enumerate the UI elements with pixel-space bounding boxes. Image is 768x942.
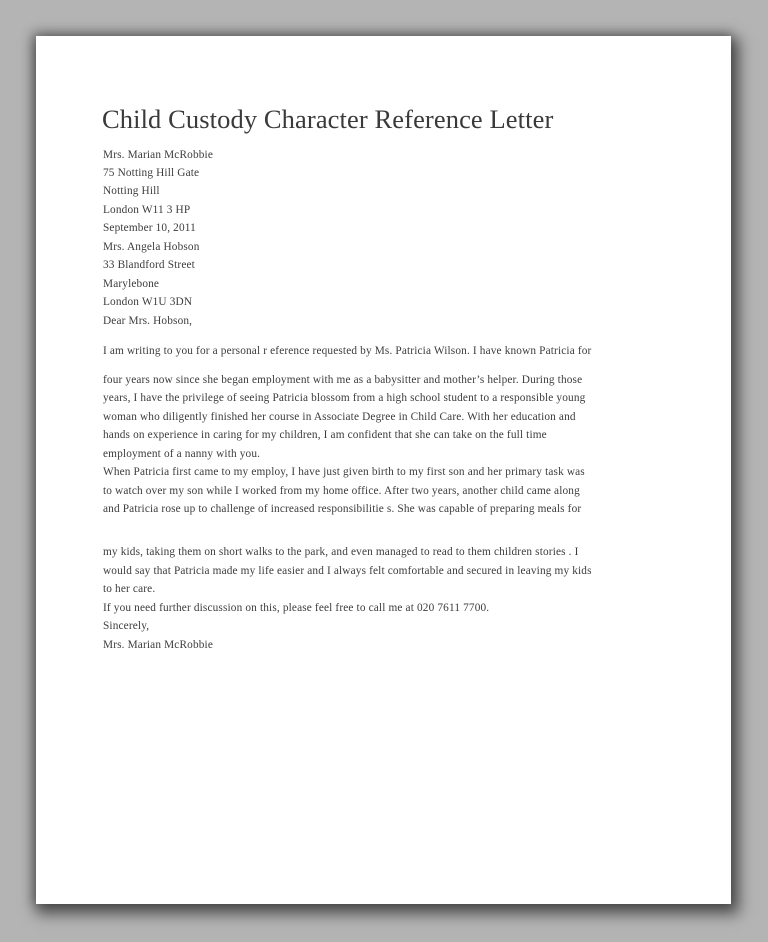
letter-page — [36, 36, 731, 904]
recipient-name: Mrs. Angela Hobson — [103, 241, 200, 253]
body-line: If you need further discussion on this, please feel free to call me at 020 7611 7700. — [103, 602, 490, 614]
body-line: and Patricia rose up to challenge of increased responsibilitie s. She was capable of preparing meals for — [103, 503, 582, 515]
body-line: to her care. — [103, 583, 156, 595]
closing: Sincerely, — [103, 620, 150, 632]
body-line: years, I have the privilege of seeing Patricia blossom from a high school student to a responsible young — [103, 392, 586, 404]
recipient-address-line-3: London W1U 3DN — [103, 296, 193, 308]
body-line: would say that Patricia made my life easier and I always felt comfortable and secured in leaving my kids — [103, 565, 592, 577]
sender-address-line-3: London W11 3 HP — [103, 204, 191, 216]
body-line: to watch over my son while I worked from my home office. After two years, another child came along — [103, 485, 580, 497]
body-line: I am writing to you for a personal r eference requested by Ms. Patricia Wilson. I have known Patricia for — [103, 345, 592, 357]
body-line: hands on experience in caring for my children, I am confident that she can take on the full time — [103, 429, 547, 441]
body-line: employment of a nanny with you. — [103, 448, 261, 460]
recipient-address-line-1: 33 Blandford Street — [103, 259, 195, 271]
letter-date: September 10, 2011 — [103, 222, 196, 234]
body-line: my kids, taking them on short walks to the park, and even managed to read to them children stories . I — [103, 546, 579, 558]
sender-name: Mrs. Marian McRobbie — [103, 149, 213, 161]
sender-address-line-2: Notting Hill — [103, 185, 160, 197]
sender-address-line-1: 75 Notting Hill Gate — [103, 167, 200, 179]
body-line: four years now since she began employment with me as a babysitter and mother’s helper. During those — [103, 374, 583, 386]
recipient-address-line-2: Marylebone — [103, 278, 160, 290]
letter-title: Child Custody Character Reference Letter — [102, 104, 554, 134]
body-line: woman who diligently finished her course in Associate Degree in Child Care. With her education and — [103, 411, 576, 423]
signature: Mrs. Marian McRobbie — [103, 639, 213, 651]
salutation: Dear Mrs. Hobson, — [103, 315, 193, 327]
body-line: When Patricia first came to my employ, I have just given birth to my first son and her primary task was — [103, 466, 585, 478]
